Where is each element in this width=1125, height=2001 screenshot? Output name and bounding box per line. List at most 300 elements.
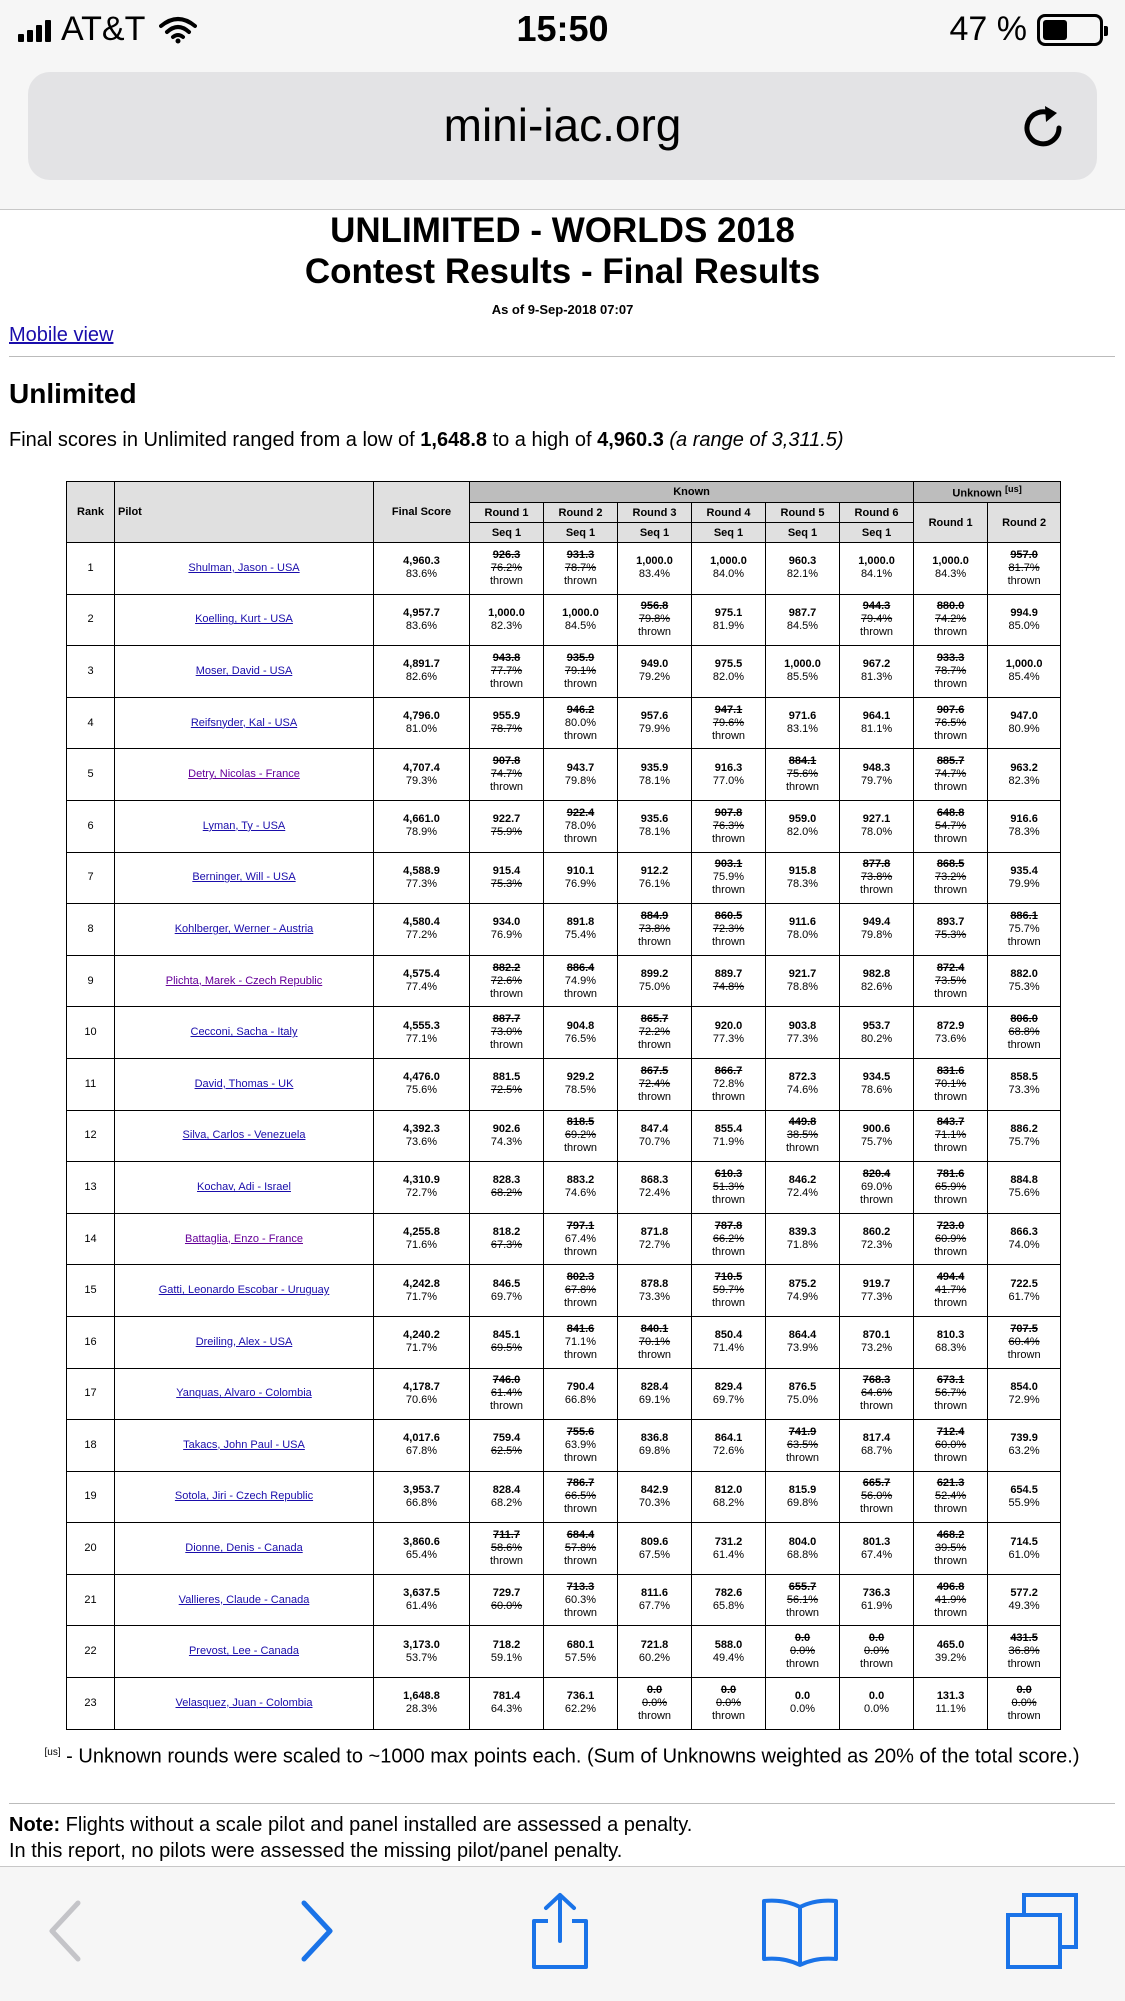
round-percent: 69.8% xyxy=(786,1496,819,1509)
unknown-label: Unknown xyxy=(952,487,1002,500)
rank-cell: 19 xyxy=(67,1471,115,1523)
round-percent: 83.4% xyxy=(638,568,671,581)
round-score-cell xyxy=(692,749,766,801)
table-row xyxy=(67,1471,1061,1523)
round-percent: 79.9% xyxy=(638,723,671,736)
pilot-link[interactable]: Moser, David - USA xyxy=(195,664,293,677)
thrown-label: thrown xyxy=(860,1193,894,1206)
battery-percentage: 47 % xyxy=(949,10,1027,48)
round-score: 836.8 xyxy=(640,1432,669,1445)
round-score-cell xyxy=(544,1523,618,1575)
final-score-cell xyxy=(374,1678,470,1730)
round-score-cell xyxy=(914,1265,988,1317)
round-score-cell xyxy=(470,1626,544,1678)
round-score-cell xyxy=(988,1523,1061,1575)
round-score-cell xyxy=(914,594,988,646)
round-score: 916.3 xyxy=(714,761,743,774)
round-score: 768.3 xyxy=(862,1374,891,1387)
pilot-link[interactable]: Cecconi, Sacha - Italy xyxy=(190,1026,298,1039)
round-percent: 57.8% xyxy=(564,1542,597,1555)
round-percent: 69.1% xyxy=(638,1393,671,1406)
round-percent: 78.3% xyxy=(1008,826,1040,839)
thrown-label: thrown xyxy=(1007,1348,1041,1361)
round-score-cell xyxy=(840,1368,914,1420)
round-score-cell xyxy=(988,1316,1061,1368)
round-score: 449.8 xyxy=(788,1116,817,1129)
round-score-cell xyxy=(988,697,1061,749)
round-percent: 60.9% xyxy=(934,1232,967,1245)
round-score: 884.8 xyxy=(1010,1174,1038,1187)
pilot-link[interactable]: Kohlberger, Werner - Austria xyxy=(174,922,314,935)
round-percent: 85.5% xyxy=(786,671,819,684)
round-percent: 0.0% xyxy=(789,1645,816,1658)
reload-icon[interactable] xyxy=(1015,100,1071,156)
thrown-label: thrown xyxy=(711,832,746,845)
round-percent: 75.9% xyxy=(490,826,523,839)
round-percent: 75.3% xyxy=(1008,981,1040,994)
round-score: 935.4 xyxy=(1010,864,1038,877)
round-score-cell xyxy=(692,1007,766,1059)
round-percent: 66.2% xyxy=(712,1232,745,1245)
round-score: 891.8 xyxy=(566,916,595,929)
round-score-cell xyxy=(988,646,1061,698)
round-score-cell xyxy=(692,1162,766,1214)
rank-cell: 9 xyxy=(67,955,115,1007)
round-score-cell xyxy=(766,1523,840,1575)
pilot-link[interactable]: Dionne, Denis - Canada xyxy=(185,1542,303,1555)
round-score: 971.6 xyxy=(788,710,817,723)
final-percent: 82.6% xyxy=(405,671,438,684)
round-score: 967.2 xyxy=(862,658,891,671)
tabs-icon[interactable] xyxy=(1002,1891,1082,1971)
final-score: 4,476.0 xyxy=(403,1071,440,1084)
round-score-cell xyxy=(544,1162,618,1214)
round-score-cell xyxy=(618,1213,692,1265)
thrown-label: thrown xyxy=(934,626,968,639)
round-percent: 0.0% xyxy=(789,1703,816,1716)
round-score-cell xyxy=(470,1058,544,1110)
rank-cell: 8 xyxy=(67,904,115,956)
table-row xyxy=(67,1007,1061,1059)
round-score: 864.4 xyxy=(788,1329,817,1342)
round-percent: 67.5% xyxy=(638,1548,671,1561)
table-row xyxy=(67,1523,1061,1575)
round-score-cell xyxy=(618,1420,692,1472)
round-percent: 55.9% xyxy=(1008,1496,1040,1509)
round-score-cell xyxy=(840,1316,914,1368)
round-score-cell xyxy=(470,1574,544,1626)
round-score: 786.7 xyxy=(566,1477,595,1490)
round-score-cell xyxy=(544,1678,618,1730)
round-score: 1,000.0 xyxy=(858,555,895,568)
pilot-link[interactable]: Velasquez, Juan - Colombia xyxy=(175,1696,313,1709)
round-score-cell xyxy=(692,543,766,595)
pilot-cell xyxy=(115,1162,374,1214)
forward-icon[interactable] xyxy=(276,1891,356,1971)
round-score-cell xyxy=(618,1626,692,1678)
round-score: 963.2 xyxy=(1010,761,1038,774)
round-score: 915.4 xyxy=(492,864,521,877)
pilot-link[interactable]: Shulman, Jason - USA xyxy=(188,561,300,574)
round-percent: 61.4% xyxy=(490,1387,523,1400)
round-score: 994.9 xyxy=(1010,606,1038,619)
round-score: 0.0 xyxy=(868,1632,885,1645)
round-score-cell xyxy=(692,646,766,698)
pilot-link[interactable]: Kochav, Adi - Israel xyxy=(197,1180,291,1193)
round-percent: 78.3% xyxy=(786,877,819,890)
table-row xyxy=(67,1420,1061,1472)
pilot-link[interactable]: Silva, Carlos - Venezuela xyxy=(182,1129,306,1142)
header-known-round: Round 2 xyxy=(544,503,618,523)
round-score: 815.9 xyxy=(788,1483,817,1496)
thrown-label: thrown xyxy=(934,832,968,845)
final-score-cell xyxy=(374,1574,470,1626)
round-score: 718.2 xyxy=(492,1638,521,1651)
round-score-cell xyxy=(766,697,840,749)
round-percent: 72.3% xyxy=(712,922,745,935)
round-score-cell xyxy=(766,1213,840,1265)
pilot-link[interactable]: Vallieres, Claude - Canada xyxy=(178,1593,310,1606)
round-percent: 68.2% xyxy=(712,1496,745,1509)
round-percent: 56.0% xyxy=(860,1490,893,1503)
pilot-link[interactable]: Battaglia, Enzo - France xyxy=(184,1232,303,1245)
thrown-label: thrown xyxy=(637,626,672,639)
round-percent: 82.3% xyxy=(490,619,523,632)
round-score-cell xyxy=(914,1213,988,1265)
pilot-cell xyxy=(115,1471,374,1523)
round-percent: 75.6% xyxy=(1008,1187,1040,1200)
round-percent: 72.3% xyxy=(860,1239,893,1252)
round-score: 713.3 xyxy=(566,1580,595,1593)
round-score-cell xyxy=(840,646,914,698)
round-score: 680.1 xyxy=(566,1638,595,1651)
round-score-cell xyxy=(544,646,618,698)
round-score: 828.4 xyxy=(492,1483,521,1496)
round-score: 982.8 xyxy=(862,968,891,981)
table-row xyxy=(67,955,1061,1007)
final-score-cell xyxy=(374,1420,470,1472)
final-score-cell xyxy=(374,749,470,801)
note-line-2: In this report, no pilots were assessed the missing pilot/panel penalty. xyxy=(9,1840,623,1862)
round-score-cell xyxy=(840,1420,914,1472)
round-score-cell xyxy=(840,1162,914,1214)
round-score-cell xyxy=(692,904,766,956)
round-percent: 78.0% xyxy=(786,929,819,942)
round-score-cell xyxy=(618,646,692,698)
round-score-cell xyxy=(766,646,840,698)
round-percent: 73.5% xyxy=(934,974,967,987)
round-score: 731.2 xyxy=(714,1535,743,1548)
round-percent: 62.5% xyxy=(490,1445,523,1458)
round-score: 710.5 xyxy=(714,1271,743,1284)
thrown-label: thrown xyxy=(563,1555,598,1568)
pilot-cell xyxy=(115,852,374,904)
round-percent: 61.0% xyxy=(1008,1548,1040,1561)
round-percent: 65.9% xyxy=(934,1180,967,1193)
round-percent: 73.2% xyxy=(934,871,967,884)
round-score-cell xyxy=(618,904,692,956)
round-percent: 63.2% xyxy=(1008,1445,1040,1458)
round-score: 840.1 xyxy=(640,1322,669,1335)
round-percent: 54.7% xyxy=(934,819,967,832)
final-score: 4,242.8 xyxy=(403,1277,440,1290)
thrown-label: thrown xyxy=(1007,1709,1041,1722)
round-percent: 72.2% xyxy=(638,1026,671,1039)
round-score-cell xyxy=(470,1110,544,1162)
round-percent: 70.1% xyxy=(638,1335,671,1348)
pilot-link[interactable]: Yanquas, Alvaro - Colombia xyxy=(176,1387,312,1400)
rank-cell: 7 xyxy=(67,852,115,904)
round-percent: 73.3% xyxy=(638,1290,671,1303)
round-score-cell xyxy=(766,1368,840,1420)
round-score-cell xyxy=(618,1007,692,1059)
round-score: 610.3 xyxy=(714,1167,743,1180)
rank-cell: 10 xyxy=(67,1007,115,1059)
round-score: 855.4 xyxy=(714,1122,743,1135)
round-percent: 74.2% xyxy=(934,613,967,626)
round-score: 867.5 xyxy=(640,1064,669,1077)
round-score-cell xyxy=(544,1213,618,1265)
round-percent: 72.6% xyxy=(712,1445,745,1458)
round-score-cell xyxy=(766,1110,840,1162)
address-bar[interactable] xyxy=(28,72,1097,180)
thrown-label: thrown xyxy=(860,1503,894,1516)
round-score-cell xyxy=(766,1420,840,1472)
round-score: 818.5 xyxy=(566,1116,595,1129)
round-percent: 69.0% xyxy=(860,1180,893,1193)
pilot-link[interactable]: Takacs, John Paul - USA xyxy=(183,1438,305,1451)
pilot-link[interactable]: Gatti, Leonardo Escobar - Uruguay xyxy=(158,1284,330,1297)
bookmarks-icon[interactable] xyxy=(760,1891,840,1971)
round-score-cell xyxy=(544,1007,618,1059)
round-score: 947.1 xyxy=(714,703,743,716)
pilot-link[interactable]: Reifsnyder, Kal - USA xyxy=(190,716,298,729)
round-score: 884.1 xyxy=(788,755,817,768)
round-percent: 71.8% xyxy=(786,1239,819,1252)
final-percent: 77.4% xyxy=(405,981,438,994)
round-percent: 75.0% xyxy=(786,1393,819,1406)
round-score: 885.7 xyxy=(936,755,965,768)
final-percent: 75.6% xyxy=(405,1084,438,1097)
round-score-cell xyxy=(840,1678,914,1730)
round-percent: 76.2% xyxy=(490,561,523,574)
final-score: 4,707.4 xyxy=(403,761,440,774)
table-row xyxy=(67,904,1061,956)
round-score-cell xyxy=(766,852,840,904)
unknown-footnote xyxy=(9,1740,1115,1770)
pilot-link[interactable]: Dreiling, Alex - USA xyxy=(195,1335,293,1348)
round-score: 934.5 xyxy=(862,1071,891,1084)
divider xyxy=(9,356,1115,357)
round-score: 922.4 xyxy=(566,806,595,819)
round-score-cell xyxy=(766,749,840,801)
as-of-date: As of 9-Sep-2018 07:07 xyxy=(491,302,634,317)
thrown-label: thrown xyxy=(637,1709,672,1722)
round-score: 878.8 xyxy=(640,1277,669,1290)
final-score: 4,255.8 xyxy=(403,1226,440,1239)
round-percent: 83.1% xyxy=(786,723,819,736)
round-score-cell xyxy=(544,594,618,646)
thrown-label: thrown xyxy=(563,1503,598,1516)
round-score-cell xyxy=(618,1110,692,1162)
pilot-link[interactable]: Berninger, Will - USA xyxy=(192,871,296,884)
round-percent: 60.0% xyxy=(934,1438,967,1451)
round-score: 810.3 xyxy=(936,1329,965,1342)
header-known-round: Round 3 xyxy=(618,503,692,523)
final-score-cell xyxy=(374,904,470,956)
final-score-cell xyxy=(374,1316,470,1368)
thrown-label: thrown xyxy=(934,1555,968,1568)
round-percent: 71.1% xyxy=(934,1129,967,1142)
round-percent: 84.1% xyxy=(860,568,893,581)
header-final-score: Final Score xyxy=(374,482,470,543)
round-score: 431.5 xyxy=(1010,1632,1038,1645)
round-score: 902.6 xyxy=(492,1122,521,1135)
thrown-label: thrown xyxy=(637,1348,672,1361)
round-percent: 69.5% xyxy=(490,1342,523,1355)
round-percent: 78.6% xyxy=(860,1084,893,1097)
round-percent: 68.7% xyxy=(860,1445,893,1458)
round-percent: 49.4% xyxy=(712,1651,745,1664)
round-score-cell xyxy=(692,955,766,1007)
round-percent: 82.1% xyxy=(786,568,819,581)
pilot-link[interactable]: Detry, Nicolas - France xyxy=(188,768,300,781)
final-score-cell xyxy=(374,800,470,852)
pilot-link[interactable]: Plichta, Marek - Czech Republic xyxy=(165,974,323,987)
thrown-label: thrown xyxy=(563,1142,598,1155)
final-percent: 61.4% xyxy=(405,1600,438,1613)
round-score: 787.8 xyxy=(714,1219,743,1232)
round-score-cell xyxy=(544,1626,618,1678)
final-score-cell xyxy=(374,646,470,698)
header-known-round: Round 6 xyxy=(840,503,914,523)
table-row xyxy=(67,800,1061,852)
round-percent: 75.3% xyxy=(490,877,523,890)
round-score: 929.2 xyxy=(566,1071,595,1084)
round-score-cell xyxy=(618,749,692,801)
web-page xyxy=(0,210,1125,1865)
round-score-cell xyxy=(914,904,988,956)
pilot-link[interactable]: Lyman, Ty - USA xyxy=(202,819,286,832)
pilot-link[interactable]: Prevost, Lee - Canada xyxy=(188,1645,300,1658)
pilot-link[interactable]: David, Thomas - UK xyxy=(194,1077,294,1090)
round-score: 782.6 xyxy=(714,1587,743,1600)
round-score-cell xyxy=(618,1265,692,1317)
round-score: 975.5 xyxy=(714,658,743,671)
thrown-label: thrown xyxy=(489,574,524,587)
round-score: 577.2 xyxy=(1010,1587,1038,1600)
round-score-cell xyxy=(544,1110,618,1162)
round-score: 907.8 xyxy=(714,806,743,819)
round-percent: 79.2% xyxy=(638,671,671,684)
round-score: 839.3 xyxy=(788,1226,817,1239)
round-score: 841.6 xyxy=(566,1322,595,1335)
round-score-cell xyxy=(470,1162,544,1214)
round-percent: 81.7% xyxy=(1008,561,1040,574)
round-score: 943.8 xyxy=(492,651,521,664)
round-score-cell xyxy=(988,904,1061,956)
round-percent: 78.7% xyxy=(490,723,523,736)
rank-cell: 2 xyxy=(67,594,115,646)
final-score-cell xyxy=(374,1213,470,1265)
final-score: 4,017.6 xyxy=(403,1432,440,1445)
round-score-cell xyxy=(618,1523,692,1575)
round-score-cell xyxy=(470,646,544,698)
round-score: 935.9 xyxy=(566,651,595,664)
round-percent: 79.7% xyxy=(860,774,893,787)
round-score-cell xyxy=(988,1368,1061,1420)
round-score-cell xyxy=(692,594,766,646)
round-score-cell xyxy=(840,1265,914,1317)
round-percent: 72.6% xyxy=(490,974,523,987)
round-score-cell xyxy=(470,1420,544,1472)
header-sequence: Seq 1 xyxy=(618,523,692,543)
pilot-link[interactable]: Koelling, Kurt - USA xyxy=(195,613,293,626)
round-score: 868.3 xyxy=(640,1174,669,1187)
header-known-round: Round 5 xyxy=(766,503,840,523)
round-score-cell xyxy=(692,1574,766,1626)
round-score: 746.0 xyxy=(492,1374,521,1387)
round-score: 1,000.0 xyxy=(710,555,747,568)
final-percent: 53.7% xyxy=(405,1651,438,1664)
round-score: 876.5 xyxy=(788,1380,817,1393)
table-row xyxy=(67,1574,1061,1626)
round-score-cell xyxy=(470,800,544,852)
round-score-cell xyxy=(988,1678,1061,1730)
round-score: 721.8 xyxy=(640,1638,669,1651)
round-percent: 74.8% xyxy=(712,981,745,994)
pilot-link[interactable]: Sotola, Jiri - Czech Republic xyxy=(174,1490,314,1503)
battery-icon xyxy=(1037,14,1103,46)
back-icon[interactable] xyxy=(26,1891,106,1971)
round-percent: 63.5% xyxy=(786,1438,819,1451)
round-score: 887.7 xyxy=(492,1013,521,1026)
round-score-cell xyxy=(914,749,988,801)
final-percent: 71.7% xyxy=(405,1342,438,1355)
round-score: 759.4 xyxy=(492,1432,521,1445)
round-score: 956.8 xyxy=(640,600,669,613)
divider xyxy=(9,1803,1115,1804)
thrown-label: thrown xyxy=(711,935,746,948)
mobile-view-link[interactable]: Mobile view xyxy=(9,324,114,346)
round-score: 1,000.0 xyxy=(784,658,821,671)
round-percent: 74.9% xyxy=(564,974,597,987)
thrown-label: thrown xyxy=(711,1297,746,1310)
results-rows xyxy=(67,543,1061,1730)
round-score-cell xyxy=(766,543,840,595)
table-row xyxy=(67,543,1061,595)
final-score: 4,178.7 xyxy=(403,1380,440,1393)
final-score-cell xyxy=(374,1058,470,1110)
round-score-cell xyxy=(470,1471,544,1523)
thrown-label: thrown xyxy=(785,1606,820,1619)
round-percent: 77.3% xyxy=(860,1290,893,1303)
round-score-cell xyxy=(988,1058,1061,1110)
round-percent: 57.5% xyxy=(564,1651,597,1664)
final-percent: 65.4% xyxy=(405,1548,438,1561)
round-percent: 66.8% xyxy=(564,1393,597,1406)
round-score: 842.9 xyxy=(640,1483,669,1496)
thrown-label: thrown xyxy=(1007,1039,1041,1052)
round-score-cell xyxy=(692,1316,766,1368)
round-score-cell xyxy=(692,1110,766,1162)
round-score-cell xyxy=(544,697,618,749)
share-icon[interactable] xyxy=(520,1891,600,1971)
round-percent: 79.8% xyxy=(860,929,893,942)
round-percent: 67.4% xyxy=(564,1232,597,1245)
round-percent: 0.0% xyxy=(864,1703,890,1716)
round-percent: 0.0% xyxy=(641,1696,668,1709)
